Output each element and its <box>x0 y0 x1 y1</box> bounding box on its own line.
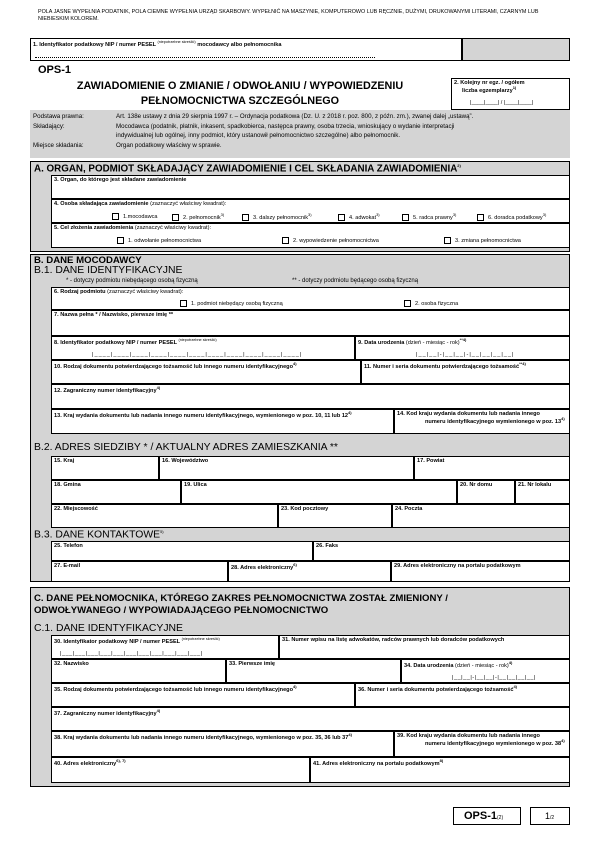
entity-opt-2[interactable] <box>404 300 458 307</box>
electronic-address-c-label: 40. Adres elektroniczny <box>54 760 117 767</box>
purpose-field <box>51 223 570 248</box>
doc-type-label: 10. Rodzaj dokumentu potwierdzającego tożsamość lub innego numeru identyfikacyjnego <box>54 363 294 370</box>
electronic-address-field[interactable]: 28. Adres elektroniczny$^{6)}$ <box>228 561 391 582</box>
country-field[interactable] <box>51 456 159 480</box>
purpose-opt-2-label: 2. wypowiedzenie pełnomocnictwa <box>293 237 379 244</box>
issue-country-c-label: 38. Kraj wydania dokumentu lub nadania innego numeru identyfikacyjnego, wymienionego w poz. 35, 36 lub 37 <box>54 734 349 741</box>
doc-number-c-label: 36. Numer i seria dokumentu potwierdzającego tożsamość <box>358 686 514 693</box>
form-code: OPS-1 <box>38 64 72 76</box>
first-name-field[interactable] <box>226 659 401 683</box>
checkbox-square[interactable] <box>477 214 484 221</box>
nip-pesel-c-label: 30. Identyfikator podatkowy NIP / numer PESEL <box>54 638 180 645</box>
surname-label: 32. Nazwisko <box>54 661 89 667</box>
filer-opt-3[interactable]: 3. dalszy pełnomocnik$^{3)}$ <box>242 213 312 221</box>
full-name-field[interactable] <box>51 310 570 336</box>
footer-page-number: 1 <box>545 811 551 821</box>
nip-pesel-c-note: (niepotrzebne skreślić) <box>181 637 220 641</box>
issue-country-label: 13. Kraj wydania dokumentu lub nadania innego numeru identyfikacyjnego, wymienionego w poz. 10, 11 lub 12 <box>54 412 349 419</box>
city-field[interactable] <box>51 504 278 528</box>
filer-opt-6-label: 6. doradca podatkowy <box>488 214 543 221</box>
doc-number-c-field[interactable]: 36. Numer i seria dokumentu potwierdzającego tożsamość$^{4)}$ <box>355 683 570 707</box>
title-line-1: ZAWIADOMIENIE O ZMIANIE / ODWOŁANIU / WYPOWIEDZENIU <box>76 80 404 92</box>
organ-field[interactable] <box>51 175 570 199</box>
country-code-c-label-1: 39. Kod kraju wydania dokumentu lub nadania innego <box>397 733 540 739</box>
portal-address-c-sup: 8) <box>439 758 444 763</box>
copy-number-field[interactable] <box>451 78 570 110</box>
section-c1-title: C.1. DANE IDENTYFIKACYJNE <box>34 623 183 634</box>
doc-number-label: 11. Numer i seria dokumentu potwierdzającego tożsamość <box>364 363 520 370</box>
section-b1-title: B.1. DANE IDENTYFIKACYJNE <box>34 265 183 276</box>
fax-label: 26. Faks <box>316 543 339 549</box>
fax-field[interactable] <box>313 541 570 561</box>
filer-person-label: 4. Osoba składająca zawiadomienie <box>54 201 149 207</box>
filer-opt-3-label: 3. dalszy pełnomocnik <box>253 214 309 221</box>
copy-number-label: 2. Kolejny nr egz. / ogółem <box>454 80 525 86</box>
nip-pesel-b-label: 8. Identyfikator podatkowy NIP / numer PESEL <box>54 339 177 346</box>
form-title <box>30 79 450 108</box>
doc-type-field[interactable]: 10. Rodzaj dokumentu potwierdzającego tożsamość lub innego numeru identyfikacyjnego$^{4)}$ <box>51 360 361 384</box>
portal-address-c-field[interactable] <box>310 757 570 783</box>
nip-pesel-note: (niepotrzebne skreślić) <box>157 40 196 44</box>
street-label: 19. Ulica <box>184 482 207 488</box>
footer-code <box>464 810 503 822</box>
birth-date-label: 9. Data urodzenia <box>358 339 405 346</box>
section-a-title <box>34 164 461 175</box>
purpose-opt-2[interactable] <box>282 237 379 244</box>
entity-opt-2-label: 2. osoba fizyczna <box>415 300 459 307</box>
commune-field[interactable] <box>51 480 181 504</box>
portal-address-label: 29. Adres elektroniczny na portalu podatkowym <box>394 563 521 569</box>
filer-label: Składający: <box>33 123 65 130</box>
apartment-number-field[interactable] <box>515 480 570 504</box>
footer-page-box <box>530 807 570 825</box>
filer-opt-4-label: 4. adwokat <box>349 214 377 221</box>
filer-person-field <box>51 199 570 223</box>
section-b2-title: B.2. ADRES SIEDZIBY * / AKTUALNY ADRES ZAMIESZKANIA ** <box>34 442 338 453</box>
doc-type-c-field[interactable]: 35. Rodzaj dokumentu potwierdzającego tożsamość lub innego numeru identyfikacyjnego$^{4)}$ <box>51 683 355 707</box>
birth-date-ticks: |__|__|-|__|__|-|__|__|__|__| <box>416 351 515 358</box>
section-c-title-2: ODWOŁYWANEGO / WYPOWIADAJĄCEGO PEŁNOMOCNICTWO <box>34 605 329 617</box>
birth-date-c-field[interactable]: 34. Data urodzenia (dzień - miesiąc - rok)$^{4)}$ |__|__|-|__|__|-|__|__|__|__| <box>401 659 570 683</box>
commune-label: 18. Gmina <box>54 482 81 488</box>
filer-opt-5-label: 5. radca prawny <box>413 214 453 221</box>
bar-number-label: 31. Numer wpisu na listę adwokatów, radców prawnych lub doradców podatkowych <box>282 637 505 643</box>
electronic-address-label: 28. Adres elektroniczny <box>231 564 294 571</box>
nip-pesel-b-ticks: |____|____|____|____|____|____|____|____|____|____|____| <box>92 351 303 358</box>
country-code-label-1: 14. Kod kraju wydania dokumentu lub nadania innego <box>397 411 540 417</box>
bar-number-field[interactable] <box>279 635 570 659</box>
country-code-c-field[interactable]: 39. Kod kraju wydania dokumentu lub nadania innego numeru identyfikacyjnego wymienionego w poz. 38$^{4)}$ <box>394 731 570 757</box>
nip-pesel-c-field[interactable] <box>51 635 279 659</box>
title-line-2: PEŁNOMOCNICTWA SZCZEGÓLNEGO <box>140 94 340 107</box>
nip-pesel-label: 1. Identyfikator podatkowy NIP / numer PESEL <box>33 41 156 48</box>
entity-opt-1[interactable] <box>180 300 283 307</box>
section-c-title-1: C. DANE PEŁNOMOCNIKA, KTÓREGO ZAKRES PEŁNOMOCNICTWA ZOSTAŁ ZMIENIONY / <box>34 593 448 604</box>
footer-code-text: OPS-1 <box>464 810 498 822</box>
section-a-sup: 2) <box>457 163 461 168</box>
purpose-label: 5. Cel złożenia zawiadomienia <box>54 225 134 231</box>
phone-field[interactable] <box>51 541 313 561</box>
copy-number-sup: 1) <box>512 85 517 91</box>
basis-label: Podstawa prawna: <box>33 113 84 120</box>
filer-opt-2[interactable]: 2. pełnomocnik$^{3)}$ <box>172 213 224 221</box>
filer-text-2: indywidualnej lub ogólnej, inny podmiot, który ustanowił pełnomocnictwo szczególne) albo pełnomocnik. <box>116 132 401 139</box>
section-b-title: B. DANE MOCODAWCY <box>34 255 142 266</box>
office-use-box <box>462 38 570 61</box>
country-code-label-2: numeru identyfikacyjnego wymienionego w poz. 13 <box>425 419 562 426</box>
portal-address-field[interactable] <box>391 561 570 582</box>
county-field[interactable] <box>414 456 570 480</box>
voivodeship-label: 16. Województwo <box>162 458 209 464</box>
postal-code-label: 23. Kod pocztowy <box>281 506 329 512</box>
filer-person-note: (zaznaczyć właściwy kwadrat): <box>150 201 227 207</box>
postal-code-field[interactable] <box>278 504 392 528</box>
first-name-label: 33. Pierwsze imię <box>229 661 276 667</box>
checkbox-square[interactable] <box>282 237 289 244</box>
filer-opt-1[interactable] <box>112 213 158 220</box>
purpose-opt-1-label: 1. odwołanie pełnomocnictwa <box>128 237 202 244</box>
entity-opt-1-label: 1. podmiot niebędący osobą fizyczną <box>191 300 283 307</box>
footer-version: (2) <box>497 815 504 821</box>
place-label: Miejsce składania: <box>33 142 84 149</box>
checkbox-square[interactable] <box>180 300 187 307</box>
section-c-title <box>34 593 448 618</box>
filer-opt-5[interactable]: 5. radca prawny$^{3)}$ <box>402 213 456 221</box>
house-number-field[interactable] <box>457 480 515 504</box>
checkbox-square[interactable] <box>117 237 124 244</box>
purpose-opt-3[interactable] <box>444 237 521 244</box>
footer-page <box>545 811 554 821</box>
issue-country-field[interactable]: 13. Kraj wydania dokumentu lub nadania innego numeru identyfikacyjnego, wymienionego w poz. 10, 11 lub 12$^{4)}$ <box>51 409 394 434</box>
post-office-field[interactable] <box>392 504 570 528</box>
email-label: 27. E-mail <box>54 563 81 569</box>
filer-opt-4[interactable]: 4. adwokat$^{3)}$ <box>338 213 380 221</box>
instruction-text: POLA JASNE WYPEŁNIA PODATNIK, POLA CIEMNE WYPEŁNIA URZĄD SKARBOWY. WYPEŁNIĆ NA MASZYNIE, KOMPUTEROWO LUB RĘCZNIE, DUŻYMI, DRUKOWANYMI LITERAMI, CZARNYM LUB NIEBIESKIM KOLOREM. <box>38 9 539 23</box>
purpose-note: (zaznaczyć właściwy kwadrat): <box>134 225 211 231</box>
footer-page-total: /2 <box>550 815 555 821</box>
foreign-id-c-label: 37. Zagraniczny numer identyfikacyjny <box>54 710 157 717</box>
foreign-id-c-field[interactable]: 37. Zagraniczny numer identyfikacyjny$^{4)}$ <box>51 707 570 731</box>
electronic-address-c-sup: 6), 7) <box>116 758 126 763</box>
checkbox-square[interactable] <box>112 213 119 220</box>
filer-opt-6[interactable]: 6. doradca podatkowy$^{3)}$ <box>477 213 546 221</box>
nip-pesel-suffix: mocodawcy albo pełnomocnika <box>197 41 282 48</box>
footer-code-box <box>453 807 521 825</box>
nip-pesel-field[interactable] <box>30 38 462 61</box>
purpose-opt-1[interactable] <box>117 237 201 244</box>
organ-label: 3. Organ, do którego jest składane zawiadomienie <box>54 177 187 183</box>
entity-type-label: 6. Rodzaj podmiotu <box>54 289 106 295</box>
section-a-title-text: A. ORGAN, PODMIOT SKŁADAJĄCY ZAWIADOMIENIE I CEL SKŁADANIA ZAWIADOMIENIA <box>34 163 458 175</box>
portal-address-c-label: 41. Adres elektroniczny na portalu podatkowym <box>313 760 440 767</box>
section-b3-sup: 5) <box>160 529 164 534</box>
nip-pesel-c-ticks: |___|___|___|___|___|___|___|___|___|___|___| <box>60 650 203 657</box>
entity-type-field <box>51 287 570 310</box>
apartment-number-label: 21. Nr lokalu <box>518 482 552 488</box>
issue-country-c-field[interactable]: 38. Kraj wydania dokumentu lub nadania innego numeru identyfikacyjnego, wymienionego w poz. 35, 36 lub 37$^{4)}$ <box>51 731 394 757</box>
birth-date-sup: **4) <box>459 337 467 342</box>
country-code-c-label-2: numeru identyfikacyjnego wymienionego w poz. 38 <box>425 741 562 748</box>
entity-type-note: (zaznaczyć właściwy kwadrat): <box>107 289 184 295</box>
foreign-id-field[interactable]: 12. Zagraniczny numer identyfikacyjny$^{4)}$ <box>51 384 570 409</box>
electronic-address-c-field[interactable] <box>51 757 310 783</box>
filer-opt-1-label: 1.mocodawca <box>123 213 158 220</box>
doc-number-field[interactable]: 11. Numer i seria dokumentu potwierdzającego tożsamość$^{**4)}$ <box>361 360 570 384</box>
purpose-opt-3-label: 3. zmiana pełnomocnictwa <box>455 237 521 244</box>
nip-pesel-b-note: (niepotrzebne skreślić) <box>178 338 217 342</box>
voivodeship-field[interactable] <box>159 456 414 480</box>
house-number-label: 20. Nr domu <box>460 482 493 488</box>
city-label: 22. Miejscowość <box>54 506 98 512</box>
full-name-label: 7. Nazwa pełna * / Nazwisko, pierwsze imię ** <box>54 312 174 318</box>
checkbox-square[interactable] <box>338 214 345 221</box>
surname-field[interactable] <box>51 659 226 683</box>
phone-label: 25. Telefon <box>54 543 83 549</box>
birth-date-note: (dzień - miesiąc - rok) <box>405 339 460 346</box>
basis-text: Art. 138e ustawy z dnia 29 sierpnia 1997 r. – Ordynacja podatkowa (Dz. U. z 2018 r. poz. 800, z późn. zm.), zwanej dalej „ustawą”. <box>116 113 474 120</box>
checkbox-square[interactable] <box>402 214 409 221</box>
note-non-person: * - dotyczy podmiotu niebędącego osobą fizyczną <box>66 278 198 284</box>
street-field[interactable] <box>181 480 457 504</box>
nip-pesel-b-field[interactable] <box>51 336 355 360</box>
filer-opt-2-label: 2. pełnomocnik <box>183 214 221 221</box>
country-label: 15. Kraj <box>54 458 75 464</box>
email-field[interactable] <box>51 561 228 582</box>
checkbox-square[interactable] <box>172 214 179 221</box>
post-office-label: 24. Poczta <box>395 506 423 512</box>
birth-date-field[interactable] <box>355 336 570 360</box>
section-b3-title-text: B.3. DANE KONTAKTOWE <box>34 529 161 541</box>
section-b3-title <box>34 530 164 541</box>
copy-number-label-2: liczba egzemplarzy <box>462 88 513 95</box>
county-label: 17. Powiat <box>417 458 445 464</box>
info-block <box>30 110 570 158</box>
country-code-field[interactable]: 14. Kod kraju wydania dokumentu lub nadania innego numeru identyfikacyjnego wymienionego w poz. 13$^{4)}$ <box>394 409 570 434</box>
checkbox-square[interactable] <box>404 300 411 307</box>
note-person: ** - dotyczy podmiotu będącego osobą fizyczną <box>292 278 419 284</box>
birth-date-c-label: 34. Data urodzenia <box>404 662 454 669</box>
birth-date-c-ticks: |__|__|-|__|__|-|__|__|__|__| <box>452 674 536 681</box>
nip-pesel-input-line <box>35 53 375 58</box>
place-text: Organ podatkowy właściwy w sprawie. <box>116 142 222 149</box>
copy-number-input: |____|____| / |____|____| <box>470 99 534 106</box>
doc-type-c-label: 35. Rodzaj dokumentu potwierdzającego tożsamość lub innego numeru identyfikacyjnego <box>54 686 294 693</box>
birth-date-c-note: (dzień - miesiąc - rok) <box>455 662 509 669</box>
filer-text-1: Mocodawca (podatnik, płatnik, inkasent, spadkobierca, następca prawny, osoba trzecia, wnioskujący o wydanie interpretacji <box>116 123 455 130</box>
checkbox-square[interactable] <box>242 214 249 221</box>
checkbox-square[interactable] <box>444 237 451 244</box>
foreign-id-label: 12. Zagraniczny numer identyfikacyjny <box>54 387 157 394</box>
